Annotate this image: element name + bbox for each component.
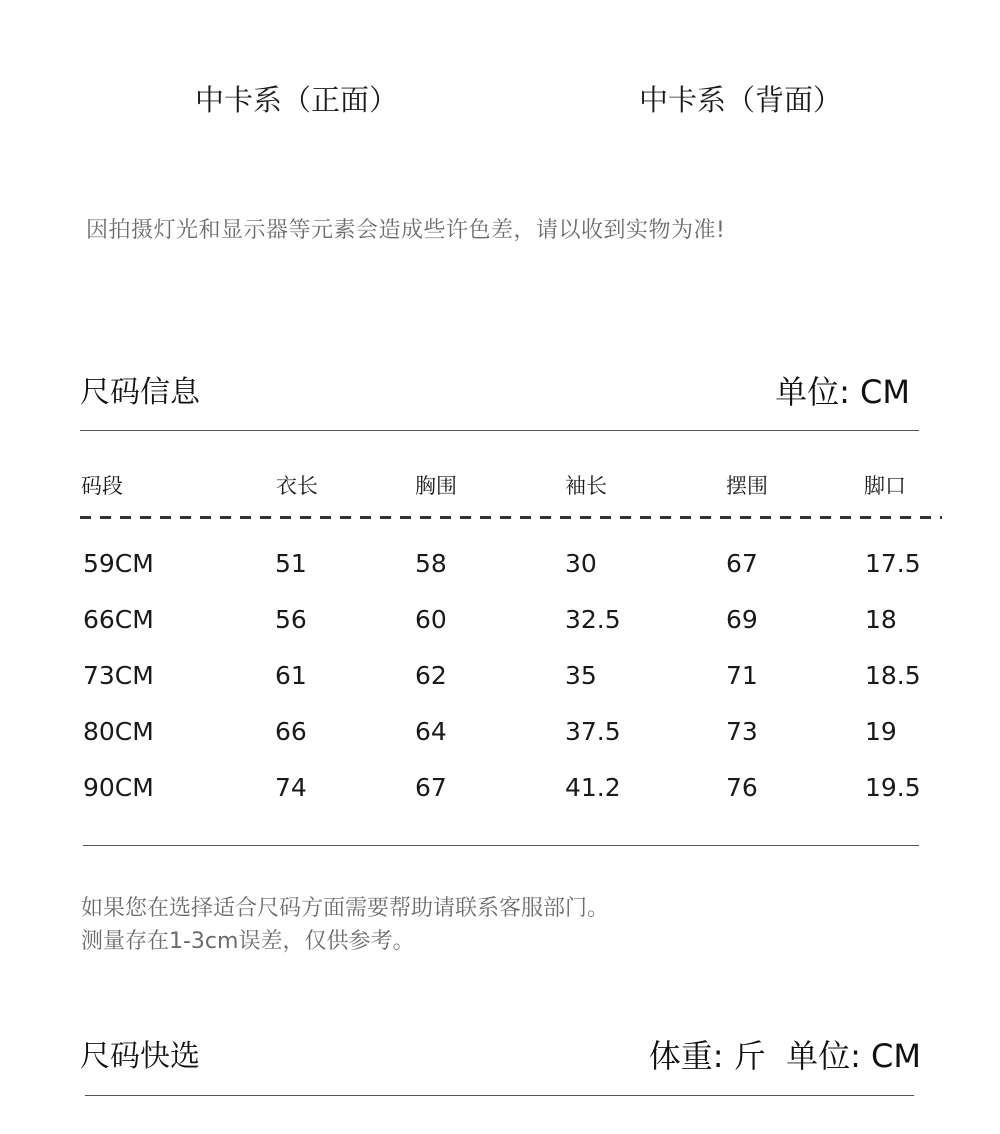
cell-cuff: 19 xyxy=(865,717,897,746)
cell-length: 61 xyxy=(275,661,307,690)
cell-sleeve: 35 xyxy=(565,661,597,690)
cell-cuff: 18 xyxy=(865,605,897,634)
size-info-unit: 单位: CM xyxy=(775,373,910,411)
table-bottom-rule xyxy=(83,845,919,846)
help-note: 如果您在选择适合尺码方面需要帮助请联系客服部门。 xyxy=(81,896,610,921)
cell-cuff: 17.5 xyxy=(865,549,921,578)
cell-cuff: 18.5 xyxy=(865,661,921,690)
cell-chest: 67 xyxy=(415,773,447,802)
header-dashed-divider xyxy=(80,516,942,519)
cell-sleeve: 30 xyxy=(565,549,597,578)
measurement-note: 测量存在1-3cm误差，仅供参考。 xyxy=(81,929,415,954)
cell-size: 59CM xyxy=(83,549,154,578)
cell-length: 66 xyxy=(275,717,307,746)
header-sleeve: 袖长 xyxy=(565,474,607,498)
cell-sleeve: 41.2 xyxy=(565,773,621,802)
quick-size-title: 尺码快选 xyxy=(80,1039,200,1074)
header-size-range: 码段 xyxy=(81,474,123,498)
quick-size-unit: 体重: 斤 单位: CM xyxy=(648,1037,921,1075)
header-chest: 胸围 xyxy=(415,474,457,498)
cell-hem: 73 xyxy=(726,717,758,746)
size-info-title: 尺码信息 xyxy=(80,375,200,410)
header-length: 衣长 xyxy=(276,474,318,498)
cell-chest: 60 xyxy=(415,605,447,634)
quick-size-rule xyxy=(85,1095,914,1096)
cell-chest: 58 xyxy=(415,549,447,578)
cell-length: 74 xyxy=(275,773,307,802)
cell-sleeve: 32.5 xyxy=(565,605,621,634)
back-view-label: 中卡系（背面） xyxy=(639,83,843,117)
color-difference-notice: 因拍摄灯光和显示器等元素会造成些许色差，请以收到实物为准! xyxy=(86,218,726,243)
header-hem: 摆围 xyxy=(726,474,768,498)
cell-length: 51 xyxy=(275,549,307,578)
header-cuff: 脚口 xyxy=(864,474,906,498)
cell-length: 56 xyxy=(275,605,307,634)
front-view-label: 中卡系（正面） xyxy=(195,83,399,117)
cell-size: 80CM xyxy=(83,717,154,746)
cell-chest: 62 xyxy=(415,661,447,690)
cell-size: 73CM xyxy=(83,661,154,690)
cell-hem: 67 xyxy=(726,549,758,578)
cell-cuff: 19.5 xyxy=(865,773,921,802)
cell-size: 66CM xyxy=(83,605,154,634)
cell-size: 90CM xyxy=(83,773,154,802)
cell-hem: 76 xyxy=(726,773,758,802)
cell-chest: 64 xyxy=(415,717,447,746)
table-top-rule xyxy=(80,430,919,431)
cell-sleeve: 37.5 xyxy=(565,717,621,746)
cell-hem: 69 xyxy=(726,605,758,634)
cell-hem: 71 xyxy=(726,661,758,690)
